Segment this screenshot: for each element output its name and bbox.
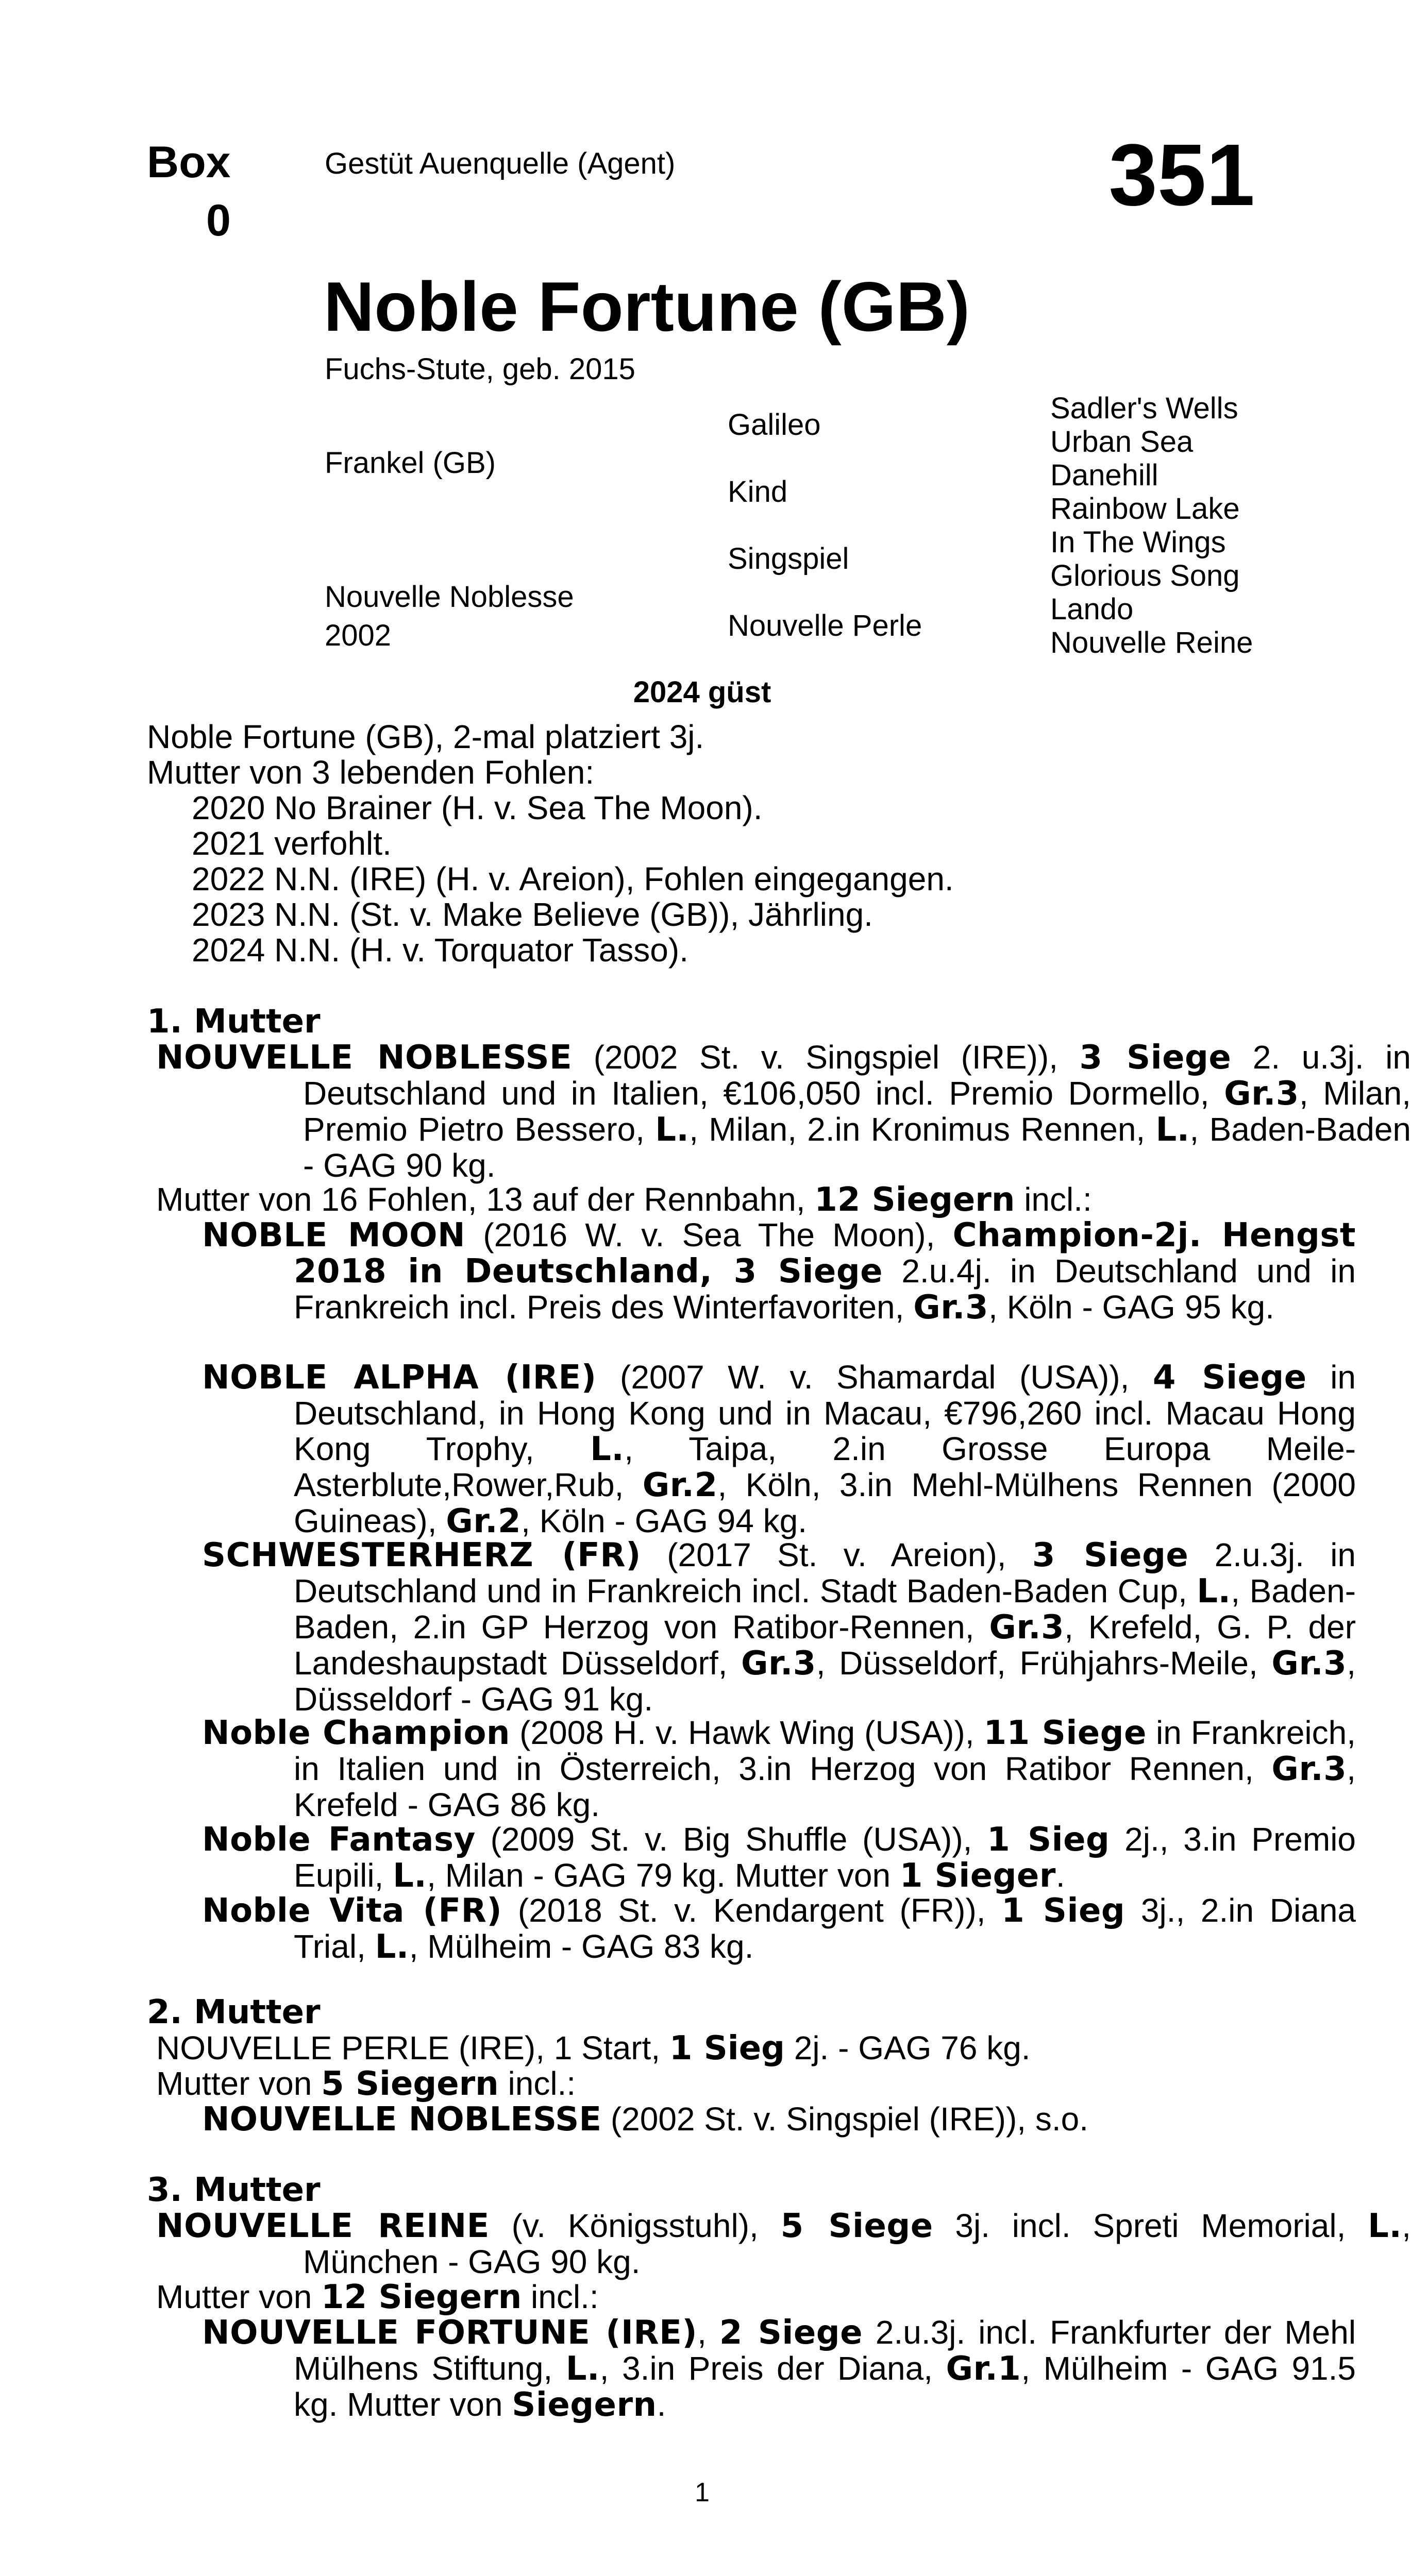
horse-name: Noble Fortune (GB) xyxy=(324,267,970,346)
summary-line: Mutter von 3 lebenden Fohlen: xyxy=(147,754,595,791)
pedigree-grandparent: Galileo xyxy=(728,408,821,442)
consignor: Gestüt Auenquelle (Agent) xyxy=(325,147,676,180)
offspring-entry: NOUVELLE FORTUNE (IRE), 2 Siege 2.u.3j. incl. Frankfurter der Mehl Mülhens Stiftung, L., 3.in Preis der Diana, Gr.1, Mülheim - GAG 91.5 kg. Mutter von Siegern. xyxy=(202,2314,1356,2424)
pedigree-great-grandparent: In The Wings xyxy=(1050,526,1226,559)
horse-description: Fuchs-Stute, geb. 2015 xyxy=(325,352,635,386)
offspring-entry: SCHWESTERHERZ (FR) (2017 St. v. Areion), 3 Siege 2.u.3j. in Deutschland und in Frankreich incl. Stadt Baden-Baden Cup, L., Baden-Baden, 2.in GP Herzog von Ratibor-Rennen, Gr.3, Krefeld, G. P. der Landeshaupstadt Düsseldorf, Gr.3, Düsseldorf, Frühjahrs-Meile, Gr.3, Düsseldorf - GAG 91 kg. xyxy=(202,1536,1356,1718)
box-number: 0 xyxy=(206,196,231,245)
produce-item: 2024 N.N. (H. v. Torquator Tasso). xyxy=(192,931,688,969)
offspring-entry: NOBLE MOON (2016 W. v. Sea The Moon), Champion-2j. Hengst 2018 in Deutschland, 3 Siege 2.u.4j. in Deutschland und in Frankreich incl. Preis des Winterfavoriten, Gr.3, Köln - GAG 95 kg. xyxy=(202,1216,1356,1327)
dam1-heading: 1. Mutter xyxy=(147,1003,321,1041)
box-label: Box xyxy=(147,138,231,187)
dam3-entry: NOUVELLE REINE (v. Königsstuhl), 5 Siege 3j. incl. Spreti Memorial, L., München - GAG 90 kg. xyxy=(156,2207,1411,2280)
pedigree-great-grandparent: Lando xyxy=(1050,592,1134,626)
status-line: 2024 güst xyxy=(633,675,771,709)
offspring-entry: Noble Champion (2008 H. v. Hawk Wing (USA)), 11 Siege in Frankreich, in Italien und in Österreich, 3.in Herzog von Ratibor Rennen, Gr.3, Krefeld - GAG 86 kg. xyxy=(202,1714,1356,1823)
dam2-produce-summary: Mutter von 5 Siegern incl.: xyxy=(156,2065,576,2103)
produce-item: 2021 verfohlt. xyxy=(192,825,392,862)
offspring-entry: NOBLE ALPHA (IRE) (2007 W. v. Shamardal (USA)), 4 Siege in Deutschland, in Hong Kong und in Macau, €796,260 incl. Macau Hong Kong Trophy, L., Taipa, 2.in Grosse Europa Meile-Asterblute,Rower,Rub, Gr.2, Köln, 3.in Mehl-Mülhens Rennen (2000 Guineas), Gr.2, Köln - GAG 94 kg. xyxy=(202,1359,1356,1540)
pedigree-dam-year: 2002 xyxy=(325,619,392,652)
offspring-entry: Noble Vita (FR) (2018 St. v. Kendargent (FR)), 1 Sieg 3j., 2.in Diana Trial, L., Mülheim - GAG 83 kg. xyxy=(202,1892,1356,1966)
pedigree-sire: Frankel (GB) xyxy=(325,446,496,480)
pedigree-grandparent: Singspiel xyxy=(728,542,849,575)
dam2-entry: NOUVELLE PERLE (IRE), 1 Start, 1 Sieg 2j. - GAG 76 kg. xyxy=(156,2029,1031,2067)
dam1-produce-summary: Mutter von 16 Fohlen, 13 auf der Rennbahn, 12 Siegern incl.: xyxy=(156,1181,1092,1219)
dam3-heading: 3. Mutter xyxy=(147,2171,321,2209)
page-number: 1 xyxy=(695,2478,710,2507)
dam2-heading: 2. Mutter xyxy=(147,1993,321,2031)
pedigree-great-grandparent: Rainbow Lake xyxy=(1050,492,1240,526)
produce-item: 2020 No Brainer (H. v. Sea The Moon). xyxy=(192,789,763,826)
pedigree-great-grandparent: Urban Sea xyxy=(1050,425,1194,459)
pedigree-great-grandparent: Sadler's Wells xyxy=(1050,392,1238,425)
produce-item: 2022 N.N. (IRE) (H. v. Areion), Fohlen eingegangen. xyxy=(192,860,954,897)
offspring-entry: Noble Fantasy (2009 St. v. Big Shuffle (USA)), 1 Sieg 2j., 3.in Premio Eupili, L., Milan - GAG 79 kg. Mutter von 1 Sieger. xyxy=(202,1821,1356,1895)
produce-item: 2023 N.N. (St. v. Make Believe (GB)), Jährling. xyxy=(192,896,873,933)
lot-number: 351 xyxy=(1108,126,1255,224)
pedigree-great-grandparent: Nouvelle Reine xyxy=(1050,626,1253,659)
pedigree-great-grandparent: Danehill xyxy=(1050,459,1158,492)
dam1-entry: NOUVELLE NOBLESSE (2002 St. v. Singspiel (IRE)), 3 Siege 2. u.3j. in Deutschland und in Italien, €106,050 incl. Premio Dormello, Gr.3, Milan, Premio Pietro Bessero, L., Milan, 2.in Kronimus Rennen, L., Baden-Baden - GAG 90 kg. xyxy=(156,1039,1411,1184)
dam3-produce-summary: Mutter von 12 Siegern incl.: xyxy=(156,2278,599,2316)
summary-line: Noble Fortune (GB), 2-mal platziert 3j. xyxy=(147,718,704,755)
pedigree-grandparent: Nouvelle Perle xyxy=(728,609,922,642)
pedigree-great-grandparent: Glorious Song xyxy=(1050,559,1240,592)
pedigree-dam: Nouvelle Noblesse xyxy=(325,580,574,614)
offspring-entry: NOUVELLE NOBLESSE (2002 St. v. Singspiel (IRE)), s.o. xyxy=(202,2100,1088,2139)
pedigree-grandparent: Kind xyxy=(728,475,788,509)
